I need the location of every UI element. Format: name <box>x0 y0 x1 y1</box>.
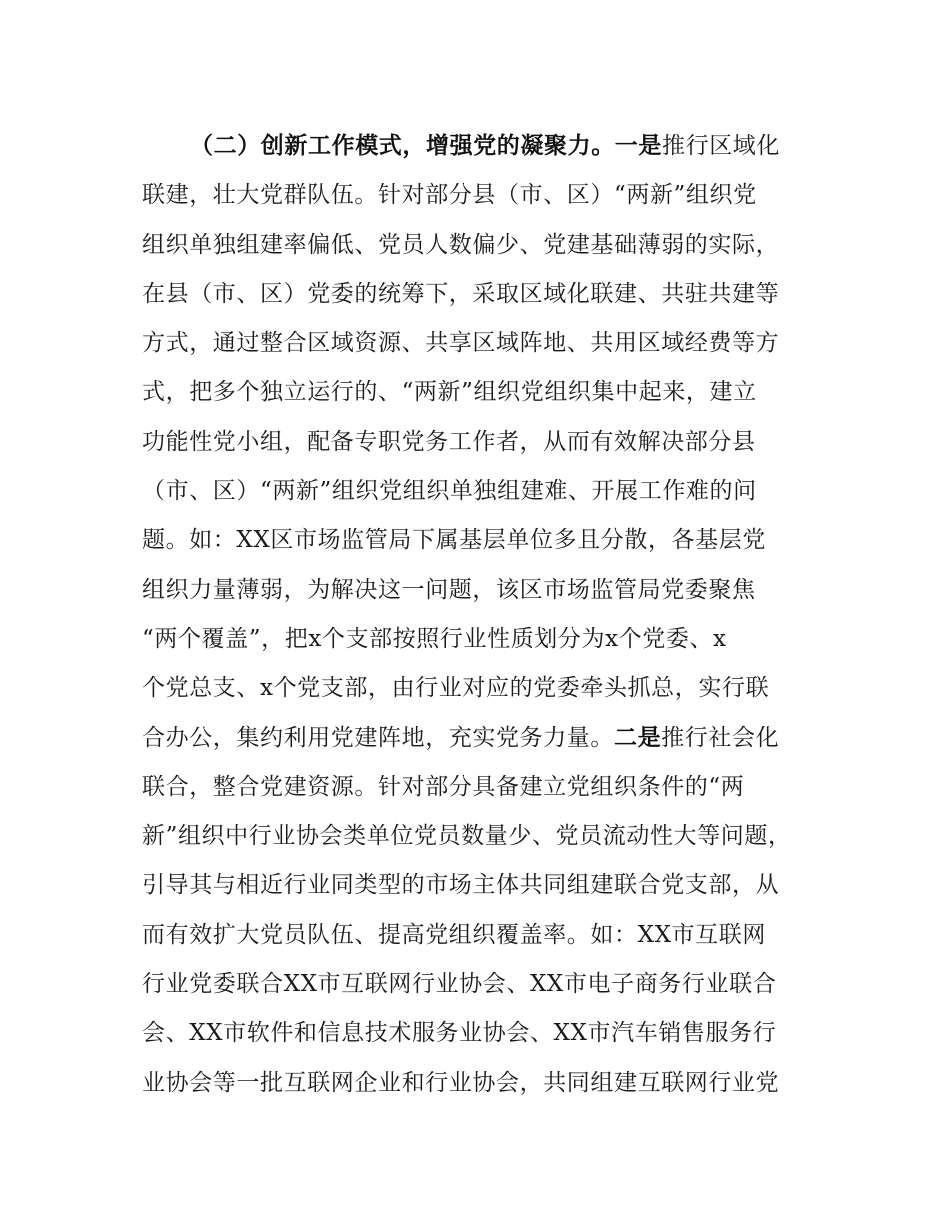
text-line <box>142 812 832 861</box>
body-text: 组织单独组建率偏低、党员人数偏少、党建基础薄弱的实际， <box>142 231 780 258</box>
body-text: 功能性党小组，配备专职党务工作者，从而有效解决部分县 <box>142 428 756 455</box>
bold-text: （二）创新工作模式，增强党的凝聚力。一是 <box>190 133 662 159</box>
text-line <box>142 368 832 417</box>
bold-text: 二是 <box>614 724 662 751</box>
body-text: 联合，整合党建资源。针对部分具备建立党组织条件的“两 <box>142 773 745 800</box>
text-line <box>142 418 832 467</box>
text-line <box>142 1009 832 1058</box>
body-text: “两个覆盖”，把x个支部按照行业性质划分为x个党委、x <box>142 625 727 652</box>
body-text: 会、XX市软件和信息技术服务业协会、XX市汽车销售服务行 <box>142 1020 777 1047</box>
body-text: 在县（市、区）党委的统筹下，采取区域化联建、共驻共建等 <box>142 280 780 307</box>
body-text: 个党总支、x个党支部，由行业对应的党委牵头抓总，实行联 <box>142 675 770 702</box>
text-line <box>142 763 832 812</box>
body-text: 引导其与相近行业同类型的市场主体共同组建联合党支部，从 <box>142 872 780 899</box>
body-text: 合办公，集约利用党建阵地，充实党务力量。 <box>142 724 614 751</box>
body-text: 推行社会化 <box>661 724 780 751</box>
text-line <box>142 615 832 664</box>
text-line <box>142 319 832 368</box>
body-text: 题。如：XX区市场监管局下属基层单位多且分散，各基层党 <box>142 527 766 554</box>
text-line <box>142 221 832 270</box>
text-line <box>142 911 832 960</box>
text-line <box>142 960 832 1009</box>
body-text: 组织力量薄弱，为解决这一问题，该区市场监管局党委聚焦 <box>142 576 756 603</box>
text-line <box>142 122 832 171</box>
body-text: 行业党委联合XX市互联网行业协会、XX市电子商务行业联合 <box>142 971 777 998</box>
body-text: 业协会等一批互联网企业和行业协会，共同组建互联网行业党 <box>142 1069 780 1096</box>
body-text: 新”组织中行业协会类单位党员数量少、党员流动性大等问题， <box>142 823 792 850</box>
text-line <box>142 516 832 565</box>
body-text: 方式，通过整合区域资源、共享区域阵地、共用区域经费等方 <box>142 330 780 357</box>
text-line <box>142 861 832 910</box>
text-line <box>142 714 832 763</box>
text-line <box>142 171 832 220</box>
text-line <box>142 467 832 516</box>
body-text: 联建，壮大党群队伍。针对部分县（市、区）“两新”组织党 <box>142 182 757 209</box>
text-line <box>142 270 832 319</box>
body-text: 而有效扩大党员队伍、提高党组织覆盖率。如：XX市互联网 <box>142 921 766 948</box>
text-line <box>142 566 832 615</box>
body-text: 推行区域化 <box>662 133 780 159</box>
text-line <box>142 1059 832 1108</box>
body-text: 式，把多个独立运行的、“两新”组织党组织集中起来，建立 <box>142 379 757 406</box>
text-line <box>142 664 832 713</box>
body-paragraph <box>142 122 832 1108</box>
body-text: （市、区）“两新”组织党组织单独组建难、开展工作难的问 <box>142 478 757 505</box>
